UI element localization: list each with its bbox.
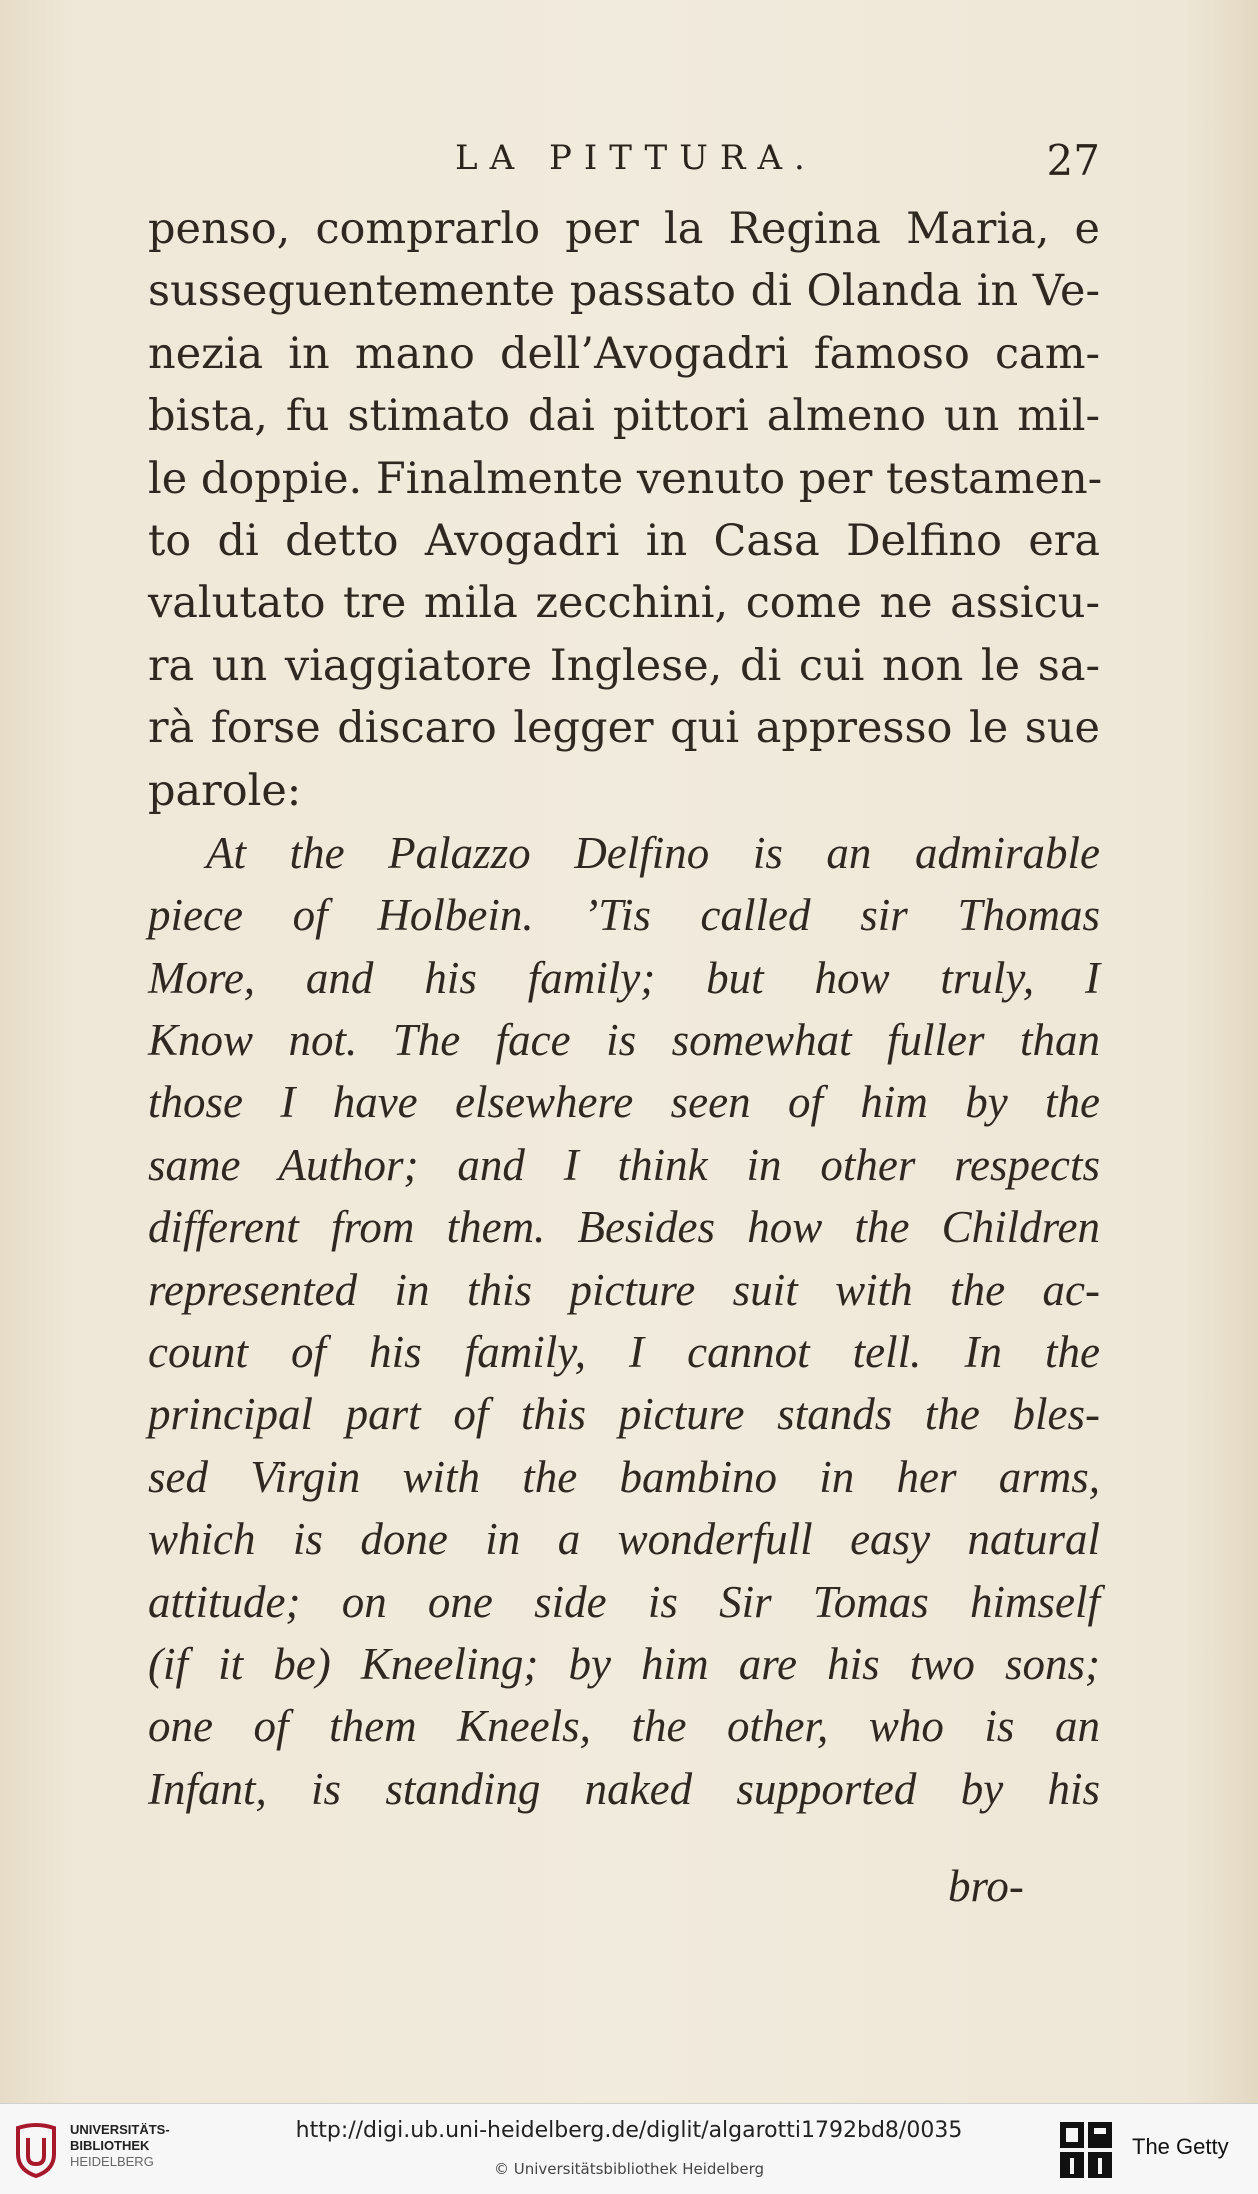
- text-line: those I have elsewhere seen of him by the: [148, 1077, 1100, 1128]
- running-head: LA PITTURA.: [455, 138, 817, 178]
- page-number: 27: [1046, 136, 1100, 185]
- text-line: attitude; on one side is Sir Tomas himself: [148, 1576, 1100, 1627]
- text-line: penso, comprarlo per la Regina Maria, e: [148, 204, 1100, 254]
- permalink-url[interactable]: http://digi.ub.uni-heidelberg.de/diglit/algarotti1792bd8/0035: [295, 2118, 963, 2143]
- text-line: le doppie. Finalmente venuto per testamen-: [148, 453, 1103, 504]
- partner-name: The Getty: [1132, 2134, 1229, 2159]
- text-line: Infant, is standing naked supported by his: [148, 1763, 1100, 1814]
- text-line: represented in this picture suit with the ac-: [148, 1264, 1100, 1315]
- catchword: bro-: [948, 1861, 1024, 1911]
- copyright-notice: © Universitätsbibliothek Heidelberg: [493, 2160, 764, 2178]
- text-line: principal part of this picture stands the bles-: [148, 1389, 1100, 1440]
- text-line: Know not. The face is somewhat fuller than: [148, 1015, 1100, 1066]
- text-line: parole:: [148, 765, 302, 816]
- getty-logo-icon: [1058, 2120, 1114, 2180]
- text-line: different from them. Besides how the Children: [148, 1202, 1100, 1253]
- library-name-line1: UNIVERSITÄTS-: [70, 2122, 170, 2137]
- library-name-line3: HEIDELBERG: [70, 2154, 154, 2169]
- text-line: susseguentemente passato di Olanda in Ve-: [148, 266, 1100, 317]
- body-text: [148, 198, 1103, 1820]
- text-line: which is done in a wonderfull easy natural: [148, 1514, 1100, 1565]
- text-line: rà forse discaro legger qui appresso le sue: [148, 703, 1100, 754]
- text-line: to di detto Avogadri in Casa Delfino era: [148, 515, 1100, 566]
- page-header: [140, 138, 1120, 198]
- text-line: More, and his family; but how truly, I: [148, 952, 1100, 1003]
- text-line: piece of Holbein. ’Tis called sir Thomas: [148, 890, 1100, 941]
- text-line: At the Palazzo Delfino is an admirable: [206, 827, 1100, 878]
- text-line: count of his family, I cannot tell. In the: [148, 1327, 1100, 1378]
- text-line: nezia in mano dell’Avogadri famoso cam-: [148, 328, 1100, 379]
- text-line: ra un viaggiatore Inglese, di cui non le sa-: [148, 640, 1100, 691]
- text-line: one of them Kneels, the other, who is an: [148, 1701, 1100, 1752]
- text-line: same Author; and I think in other respects: [148, 1139, 1100, 1190]
- viewer-footer: [0, 2103, 1258, 2194]
- text-line: bista, fu stimato dai pittori almeno un mil-: [148, 391, 1100, 442]
- text-line: (if it be) Kneeling; by him are his two sons;: [148, 1638, 1100, 1689]
- text-line: sed Virgin with the bambino in her arms,: [148, 1451, 1100, 1502]
- text-line: valutato tre mila zecchini, come ne assicu-: [148, 578, 1100, 629]
- library-name-line2: BIBLIOTHEK: [70, 2138, 150, 2153]
